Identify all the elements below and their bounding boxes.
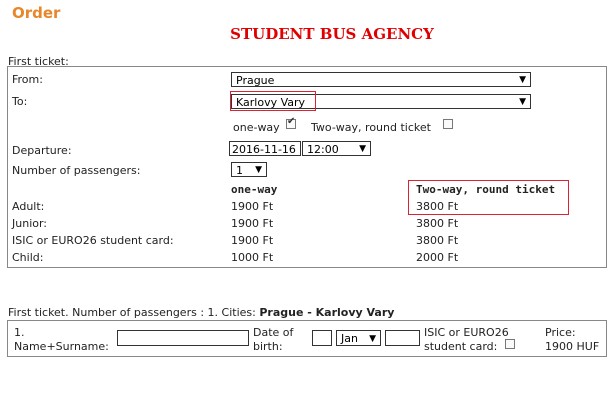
birth-year-input[interactable] (385, 330, 420, 346)
ticket-legend: First ticket: (8, 55, 69, 68)
price-oneway: 1900 Ft (231, 217, 274, 230)
to-select-value: Karlovy Vary (236, 96, 306, 109)
isic-label: ISIC or EURO26 (424, 326, 509, 339)
oneway-label: one-way (233, 121, 280, 134)
dob-label-2: birth: (253, 340, 283, 353)
time-select[interactable] (302, 141, 371, 156)
price-oneway: 1900 Ft (231, 200, 274, 213)
chevron-down-icon: ▼ (255, 165, 262, 175)
date-input[interactable] (229, 141, 301, 156)
price-oneway: 1900 Ft (231, 234, 274, 247)
price-row-label: Child: (12, 251, 44, 264)
col-twoway-header: Two-way, round ticket (416, 183, 556, 196)
passengers-label: Number of passengers: (12, 164, 141, 177)
price-oneway: 1000 Ft (231, 251, 274, 264)
dob-label: Date of (253, 326, 294, 339)
from-label: From: (12, 73, 43, 86)
passenger-number: 1. (14, 326, 25, 339)
price-twoway: 2000 Ft (416, 251, 459, 264)
twoway-checkbox[interactable] (443, 119, 453, 129)
chevron-down-icon: ▼ (369, 334, 376, 344)
summary-prefix: First ticket. Number of passengers : 1. Cities: (8, 306, 260, 319)
departure-label: Departure: (12, 144, 72, 157)
to-label: To: (12, 95, 28, 108)
chevron-down-icon: ▼ (359, 144, 366, 154)
date-value: 2016-11-16 (232, 143, 296, 156)
summary-line (8, 306, 394, 319)
summary-cities: Prague - Karlovy Vary (259, 306, 395, 319)
passengers-select-value: 1 (236, 164, 243, 177)
chevron-down-icon: ▼ (519, 97, 526, 107)
birth-day-input[interactable] (312, 330, 332, 346)
price-twoway: 3800 Ft (416, 200, 459, 213)
price-label: Price: (545, 326, 576, 339)
isic-label-2: student card: (424, 340, 498, 353)
birth-month-select[interactable] (336, 330, 381, 346)
chevron-down-icon: ▼ (519, 75, 526, 85)
passengers-select[interactable] (231, 162, 267, 177)
price-row-label: Adult: (12, 200, 45, 213)
price-value: 1900 HUF (545, 340, 600, 353)
price-twoway: 3800 Ft (416, 217, 459, 230)
price-twoway: 3800 Ft (416, 234, 459, 247)
name-input[interactable] (117, 330, 249, 346)
from-select[interactable] (231, 72, 531, 87)
time-select-value: 12:00 (307, 143, 339, 156)
agency-title: STUDENT BUS AGENCY (230, 25, 434, 43)
name-label: Name+Surname: (14, 340, 109, 353)
order-heading: Order (12, 4, 61, 22)
col-oneway-header: one-way (231, 183, 278, 196)
oneway-checkbox[interactable] (286, 116, 296, 129)
twoway-label: Two-way, round ticket (311, 121, 431, 134)
isic-checkbox[interactable] (505, 339, 515, 349)
from-select-value: Prague (236, 74, 275, 87)
price-row-label: ISIC or EURO26 student card: (12, 234, 174, 247)
checkmark-icon: ✔ (287, 116, 296, 127)
to-highlight (230, 91, 316, 111)
price-row-label: Junior: (12, 217, 48, 230)
birth-month-value: Jan (341, 332, 358, 345)
